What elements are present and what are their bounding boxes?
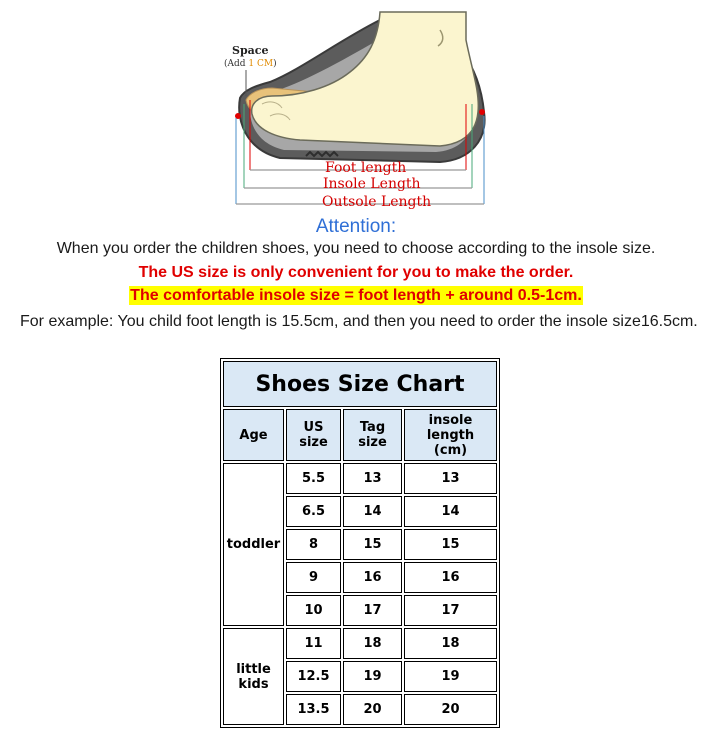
header-insole-line1: insole length (426, 412, 475, 443)
us-size-cell: 8 (286, 529, 341, 560)
tag-size-cell: 20 (343, 694, 402, 725)
shoe-measurement-diagram (0, 0, 712, 214)
tag-size-cell: 16 (343, 562, 402, 593)
tag-size-cell: 17 (343, 595, 402, 626)
us-size-cell: 6.5 (286, 496, 341, 527)
insole-length-cell: 15 (404, 529, 497, 560)
insole-formula-note: The comfortable insole size = foot length + around 0.5-1cm. (130, 287, 582, 304)
insole-length-cell: 14 (404, 496, 497, 527)
us-size-cell: 11 (286, 628, 341, 659)
tag-size-cell: 13 (343, 463, 402, 494)
tag-size-cell: 14 (343, 496, 402, 527)
table-row (223, 628, 497, 659)
insole-length-cell: 13 (404, 463, 497, 494)
us-size-cell: 13.5 (286, 694, 341, 725)
header-insole-line2: (cm) (433, 442, 468, 458)
tag-size-cell: 15 (343, 529, 402, 560)
instruction-insole-size: When you order the children shoes, you need to choose according to the insole size. (56, 240, 656, 257)
header-us-size: US size (286, 409, 341, 461)
outsole-length-label: Outsole Length (322, 194, 432, 210)
insole-length-cell: 16 (404, 562, 497, 593)
size-chart-table (220, 358, 500, 728)
tag-size-cell: 18 (343, 628, 402, 659)
insole-length-label: Insole Length (323, 176, 421, 192)
add-cm-label: (Add 1 CM) (224, 59, 277, 69)
us-size-note: The US size is only convenient for you to make the order. (138, 264, 574, 281)
foot-length-label: Foot length (325, 160, 407, 176)
insole-length-cell: 20 (404, 694, 497, 725)
us-size-cell: 9 (286, 562, 341, 593)
header-insole-length (404, 409, 497, 461)
space-label: Space (232, 44, 269, 57)
us-size-cell: 12.5 (286, 661, 341, 692)
us-size-cell: 10 (286, 595, 341, 626)
age-group-toddler: toddler (223, 463, 284, 626)
size-chart-title: Shoes Size Chart (223, 361, 497, 407)
age-group-little-kids: little kids (223, 628, 284, 725)
insole-length-cell: 18 (404, 628, 497, 659)
header-age: Age (223, 409, 284, 461)
attention-heading: Attention: (315, 216, 397, 237)
table-row (223, 463, 497, 494)
insole-length-cell: 19 (404, 661, 497, 692)
tag-size-cell: 19 (343, 661, 402, 692)
example-note: For example: You child foot length is 15.5cm, and then you need to order the insole size16.5cm. (20, 313, 698, 330)
us-size-cell: 5.5 (286, 463, 341, 494)
insole-formula-row (0, 287, 712, 305)
insole-length-cell: 17 (404, 595, 497, 626)
header-tag-size: Tag size (343, 409, 402, 461)
heel-point (479, 109, 485, 115)
